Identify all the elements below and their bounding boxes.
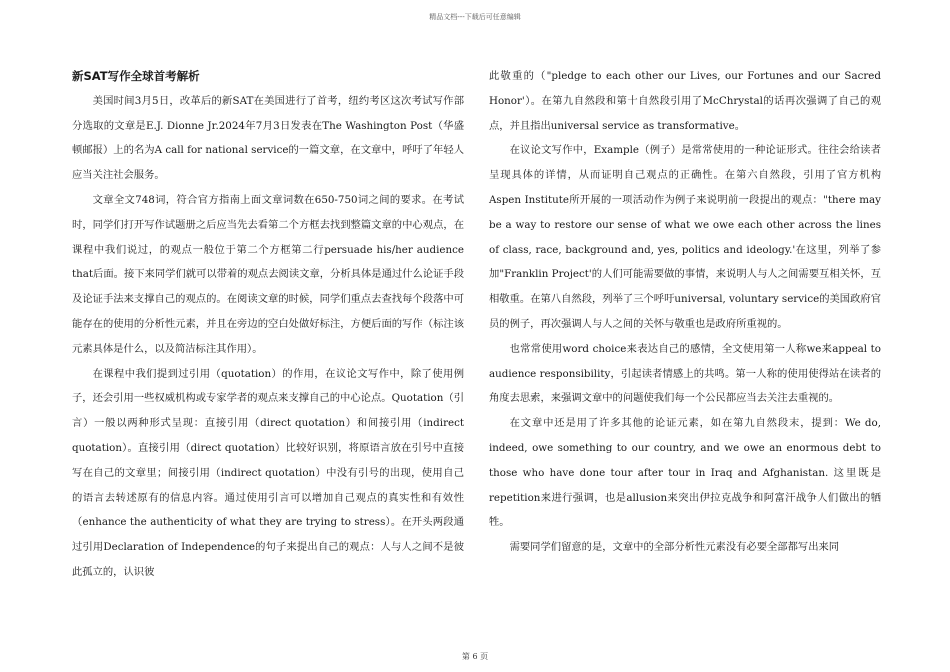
page-header: 精品文档---下载后可任意编辑 bbox=[429, 13, 521, 21]
right-column bbox=[489, 64, 881, 560]
paragraph: 在议论文写作中，Example（例子）是常常使用的一种论证形式。往往会给读者呈现具体的详情，从而证明自己观点的正确性。在第六自然段，引用了官方机构Aspen Institute所开展的一项活动作为例子来说明前一段提出的观点："there may be a way to restore our sense of what we owe each other across the lines of class, race, background and, yes, politics and ideology.'在这里，列举了参加"Franklin Project'的人们可能需要做的事情，来说明人与人之间需要互相关怀，互相敬重。在第八自然段，列举了三个呼吁universal, voluntary service的美国政府官员的例子，再次强调人与人之间的关怀与敬重也是政府所重视的。 bbox=[489, 144, 881, 330]
paragraph: 此敬重的（"pledge to each other our Lives, our Fortunes and our Sacred Honor'）。在第九自然段和第十自然段引用了McChrystal的话再次强调了自己的观点，并且指出universal service as transformative。 bbox=[489, 70, 881, 132]
paragraph: 文章全文748词，符合官方指南上面文章词数在650-750词之间的要求。在考试时，同学们打开写作试题册之后应当先去看第二个方框去找到整篇文章的中心观点，在课程中我们说过，的观点一般位于第二个方框第二行persuade his/her audience that后面。接下来同学们就可以带着的观点去阅读文章，分析具体是通过什么论证手段及论证手法来支撑自己的观点的。在阅读文章的时候，同学们重点去查找每个段落中可能存在的使用的分析性元素，并且在旁边的空白处做好标注，方便后面的写作（标注该元素具体是什么，以及简洁标注其作用）。 bbox=[72, 193, 464, 355]
paragraph: 需要同学们留意的是，文章中的全部分析性元素没有必要全部都写出来同 bbox=[509, 541, 840, 554]
paragraph: 也常常使用word choice来表达自己的感情，全文使用第一人称we来appeal to audience responsibility，引起读者情感上的共鸣。第一人称的使用使得站在读者的角度去思索，来强调文章中的问题使我们每一个公民都应当去关注去重视的。 bbox=[489, 342, 881, 405]
paragraph: 在文章中还是用了许多其他的论证元素，如在第九自然段末，提到：We do, indeed, owe something to our country, and we owe an enormous debt to those who have done tour after tour in Iraq and Afghanistan. 这里既是repetition来进行强调，也是allusion来突出伊拉克战争和阿富汗战争人们做出的牺牲。 bbox=[489, 417, 881, 529]
left-column bbox=[72, 64, 464, 585]
paragraph: 在课程中我们提到过引用（quotation）的作用，在议论文写作中，除了使用例子，还会引用一些权威机构或专家学者的观点来支撑自己的中心论点。Quotation（引言）一般以两种形式呈现：直接引用（direct quotation）和间接引用（indirect quotation）。直接引用（direct quotation）比较好识别，将原语言放在引号中直接写在自己的文章里；间接引用（indirect quotation）中没有引号的出现，使用自己的语言去转述原有的信息内容。通过使用引言可以增加自己观点的真实性和有效性（enhance the authenticity of what they are trying to stress）。在开头两段通过引用Declaration of Independence的句子来提出自己的观点：人与人之间不是彼此孤立的，认识彼 bbox=[72, 367, 464, 578]
paragraph: 美国时间3月5日，改革后的新SAT在美国进行了首考，纽约考区这次考试写作部分选取的文章是E.J. Dionne Jr.2024年7月3日发表在The Washington Post（华盛顿邮报）上的名为A call for national service的一篇文章，在文章中，呼吁了年轻人应当关注社会服务。 bbox=[72, 94, 464, 182]
article-title: 新SAT写作全球首考解析 bbox=[72, 69, 200, 83]
page-number: 第 6 页 bbox=[461, 652, 489, 661]
